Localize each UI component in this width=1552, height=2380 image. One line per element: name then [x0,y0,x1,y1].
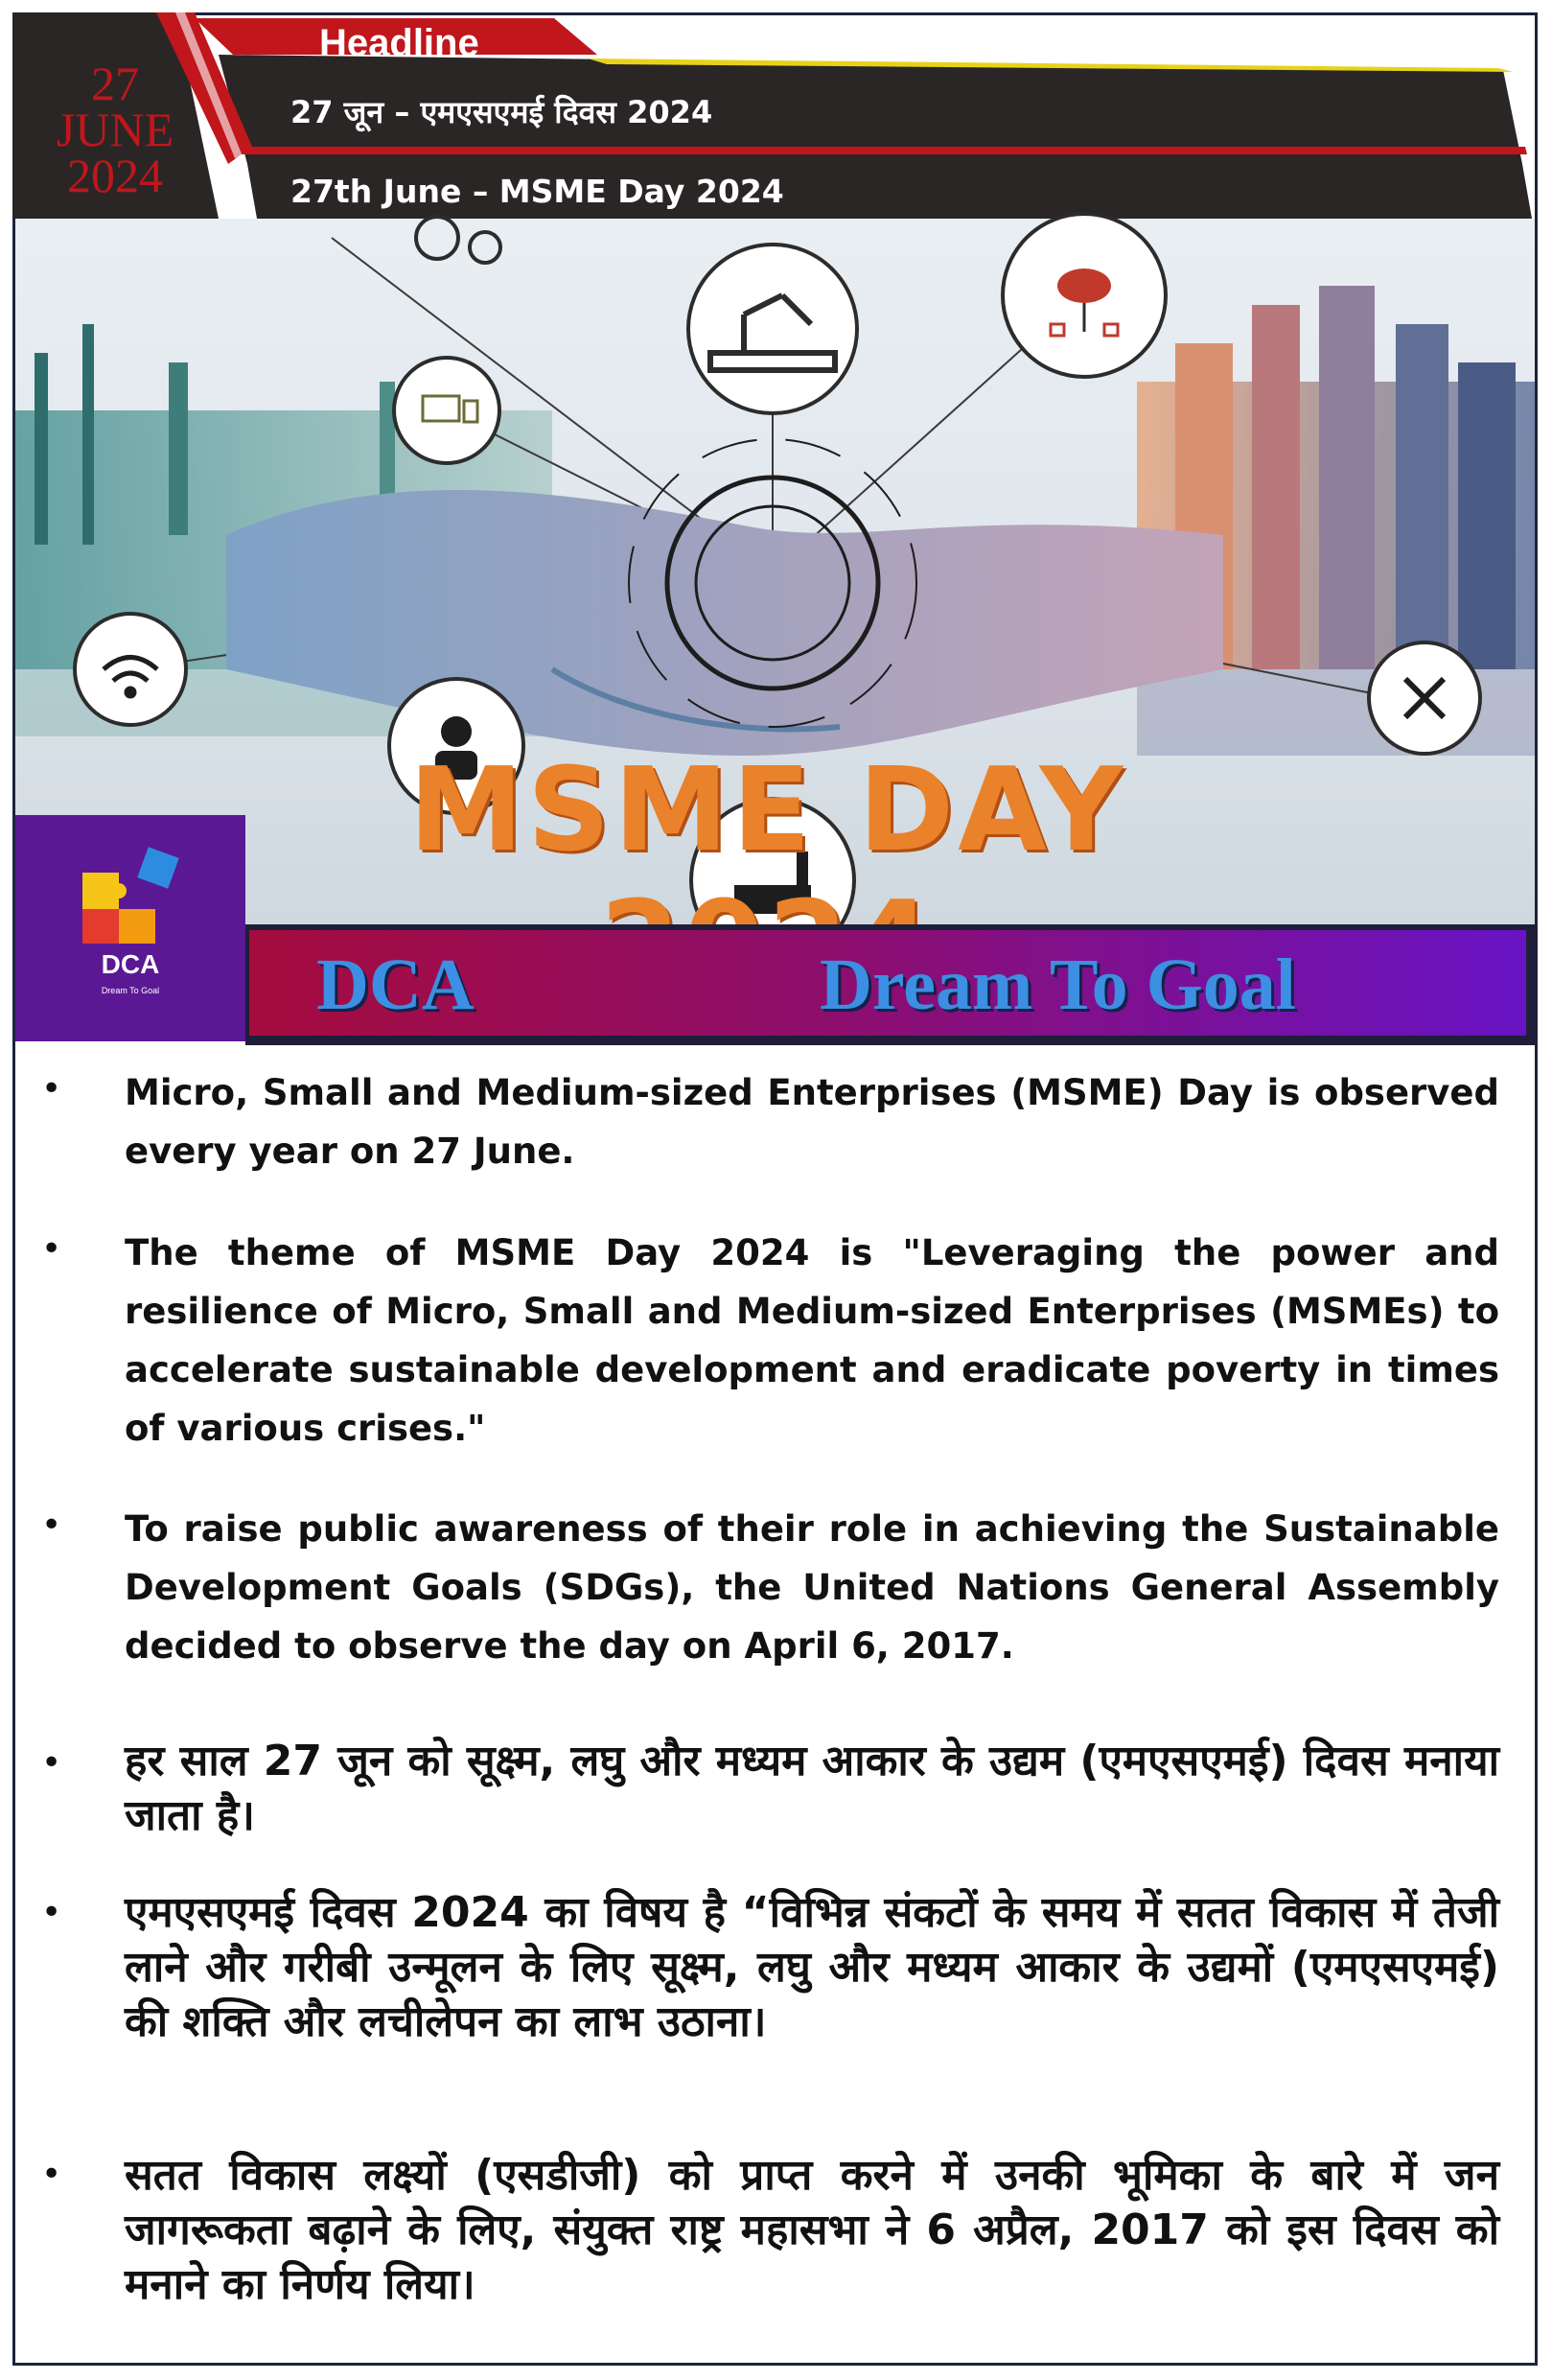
bullet-marker: • [41,1893,62,1932]
bullet-marker: • [41,1505,62,1545]
headline-header [12,12,1538,219]
bullet-item: The theme of MSME Day 2024 is "Leveraging the power and resilience of Micro, Small and Medium-sized Enterprises (MSMEs) to accelerate sustainable development and eradicate poverty in times of various crises." [125,1232,1499,1449]
bullet-item: सतत विकास लक्ष्यों (एसडीजी) को प्राप्त करने में उनकी भूमिका के बारे में जन जागरूकता बढ़ाने के लिए, संयुक्त राष्ट्र महासभा ने 6 अप्रैल, 2017 को इस दिवस को मनाने का निर्णय लिया। [125,2151,1499,2309]
brand-band [245,924,1538,1045]
headline-english: 27th June – MSME Day 2024 [290,173,784,210]
bullet-marker: • [41,2155,62,2194]
bullet-marker: • [41,1069,62,1108]
brand-band-fill [249,930,1526,1036]
bullet-item: हर साल 27 जून को सूक्ष्म, लघु और मध्यम आकार के उद्यम (एमएसएमई) दिवस मनाया जाता है। [125,1737,1499,1840]
date-month: JUNE [56,103,174,156]
gear-icon [416,217,500,263]
headline-tag: Headline [319,22,479,64]
date-day: 27 [91,57,139,110]
headline-hindi: 27 जून – एमएसएमई दिवस 2024 [290,94,713,130]
bullet-marker: • [41,1229,62,1269]
logo-subtitle: Dream To Goal [101,986,160,995]
band-dca-text: DCA [316,945,475,1025]
bullet-item: Micro, Small and Medium-sized Enterprises (MSME) Day is observed every year on 27 June. [125,1072,1499,1172]
puzzle-logo-icon [15,815,245,949]
band-tagline: Dream To Goal [820,945,1296,1025]
bullet-marker: • [41,1743,62,1783]
date-badge [34,57,197,202]
hero-title: MSME DAY [408,744,1127,877]
bullet-item: To raise public awareness of their role in achieving the Sustainable Development Goals (SDGs), the United Nations General Assembly decided to observe the day on April 6, 2017. [125,1508,1499,1667]
logo-text: DCA [101,949,160,979]
bullet-item: एमएसएमई दिवस 2024 का विषय है “विभिन्न संकटों के समय में सतत विकास में तेजी लाने और गरीबी उन्मूलन के लिए सूक्ष्म, लघु और मध्यम आकार के उद्यमों (एमएसएमई) की शक्ति और लचीलेपन का लाभ उठाना। [125,1888,1499,2046]
date-year: 2024 [67,149,163,202]
dca-logo [15,815,245,1041]
